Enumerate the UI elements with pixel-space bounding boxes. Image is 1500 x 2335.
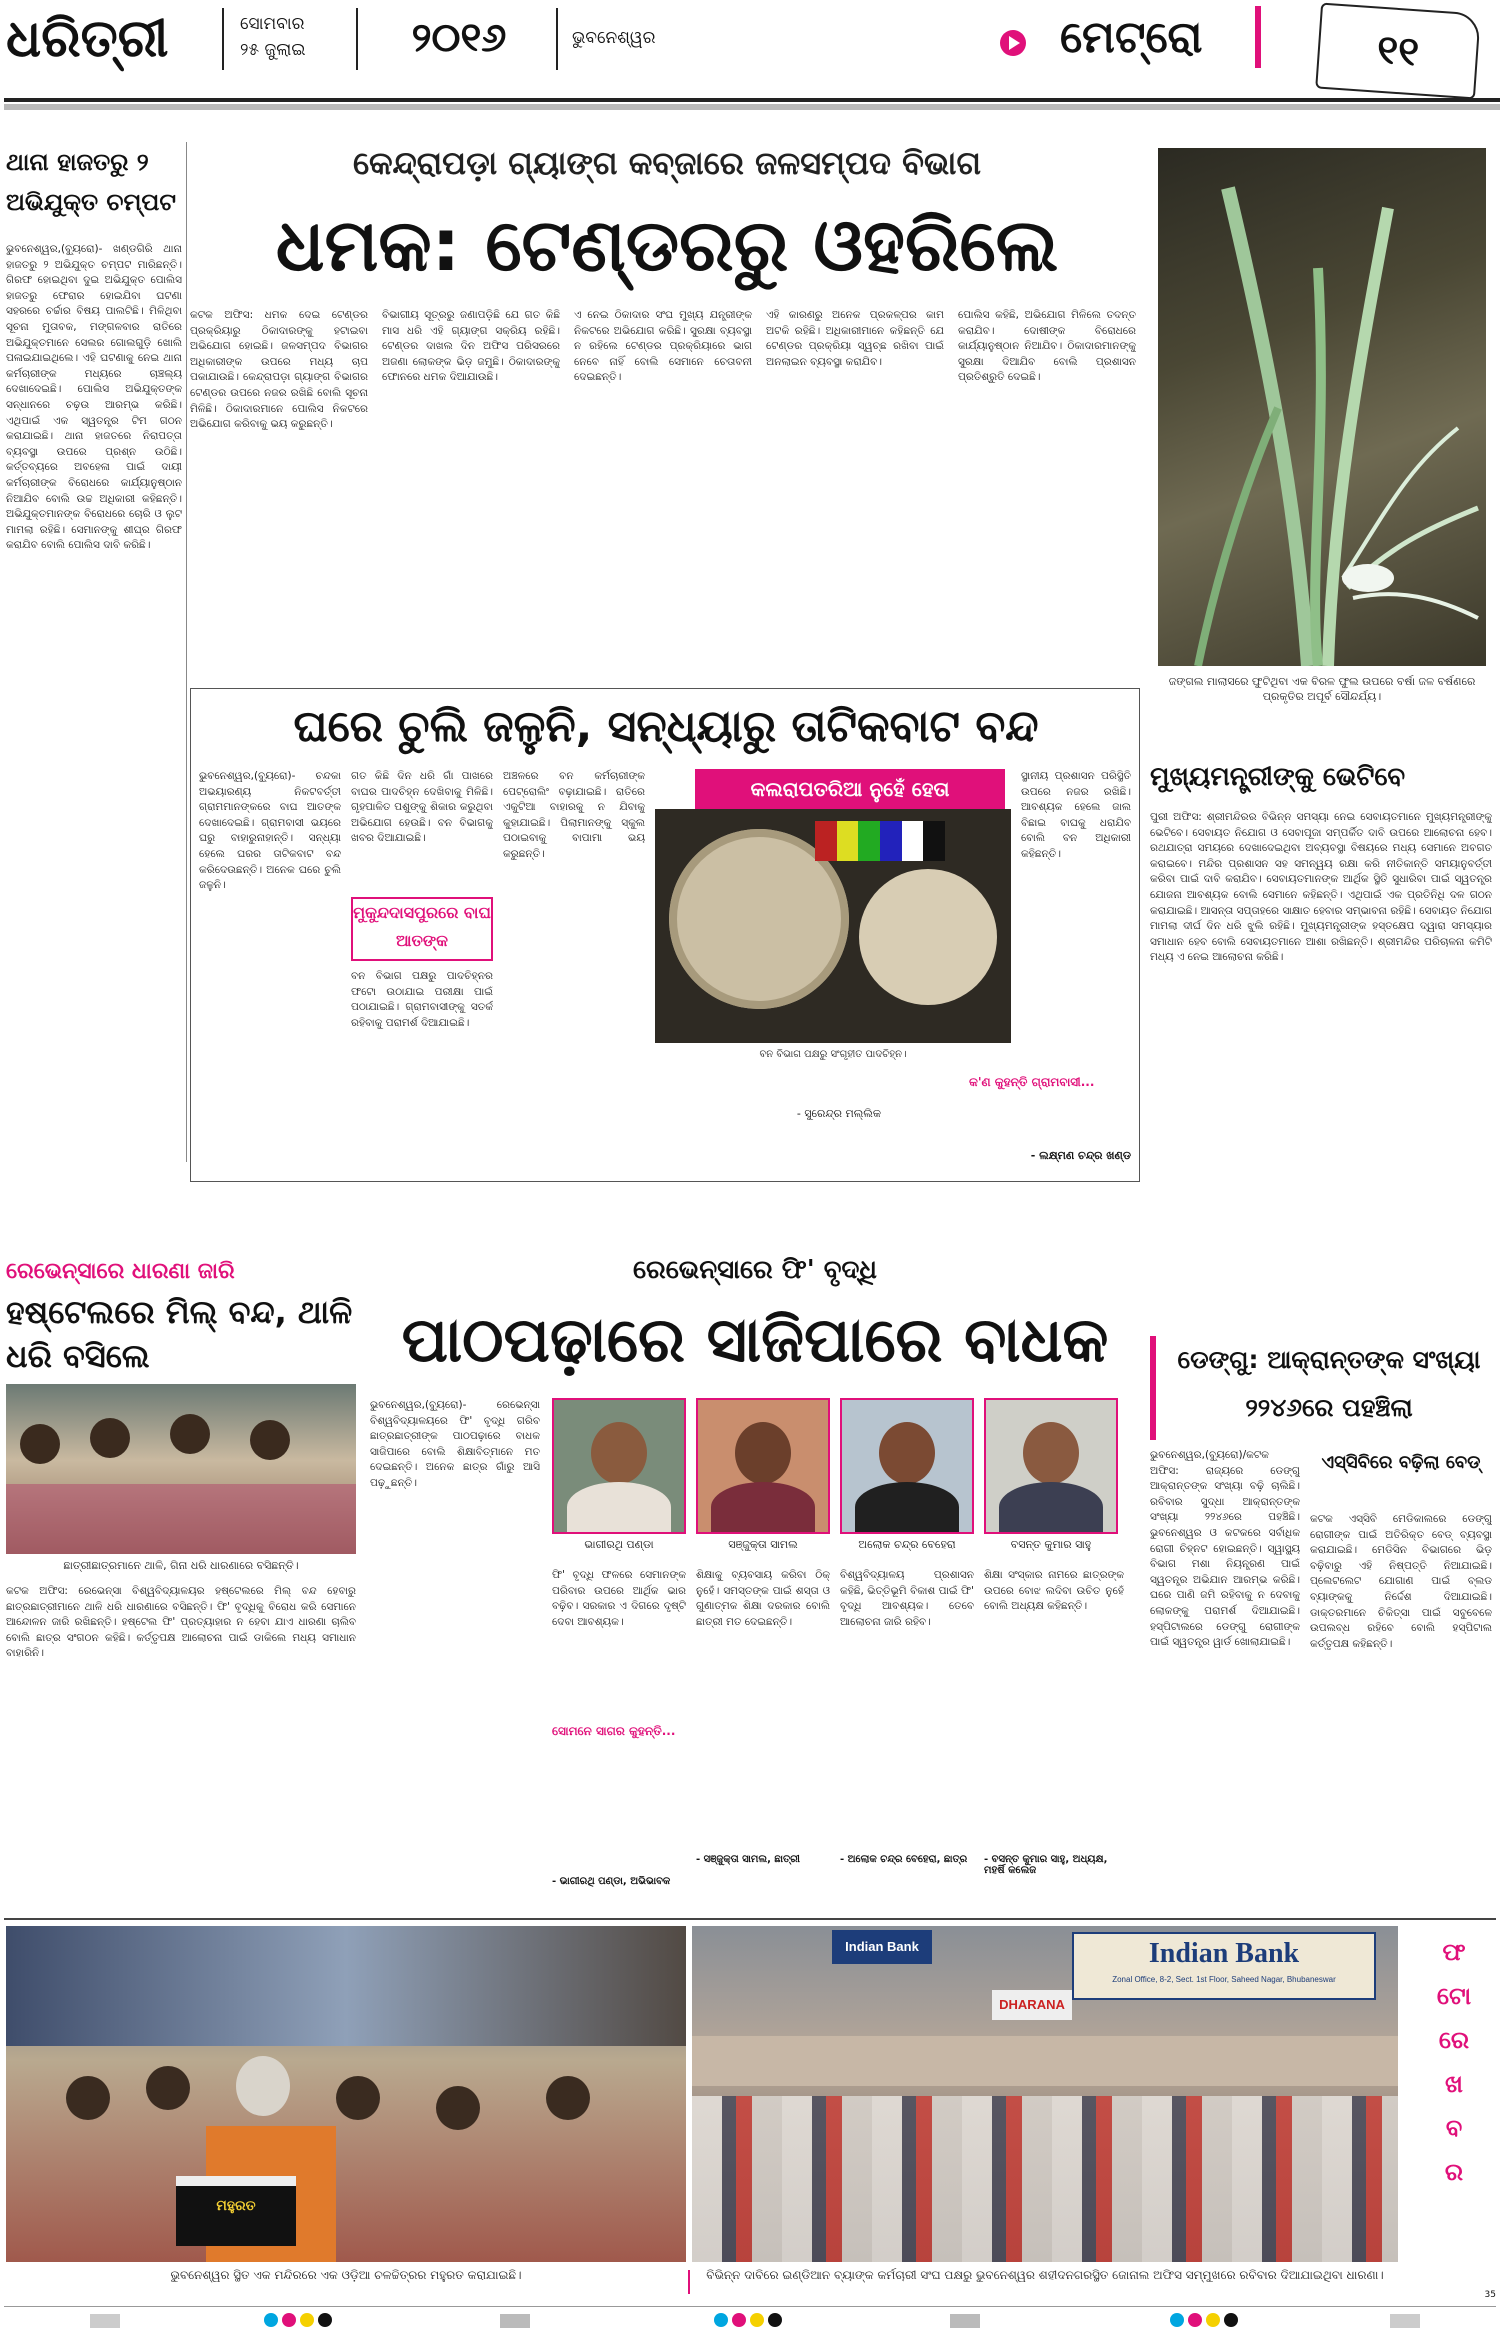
quote-byline-3: - ଅଲୋକ ଚନ୍ଦ୍ର ବେହେରା, ଛାତ୍ର <box>840 1854 968 1865</box>
left-story-headline: ଥାନା ହାଜତରୁ ୨ ଅଭିଯୁକ୍ତ ଚମ୍ପଟ <box>6 148 177 216</box>
second-col-4: ଅଞ୍ଚଳରେ ବନ କର୍ମଚାରୀଙ୍କ ପେଟ୍ରୋଲିଂ ବଢ଼ାଯାଇଛି। ରାତିରେ ଏକୁଟିଆ ବାହାରକୁ ନ ଯିବାକୁ କୁହାଯାଇଛି। ପିଲାମାନଙ୍କୁ ସ୍କୁଲ ପଠାଇବାକୁ ବାପାମା ଭୟ କରୁଛନ୍ତି। <box>503 770 645 860</box>
hostel-photo <box>6 1384 356 1554</box>
lead-story <box>190 140 1144 672</box>
dengue-story <box>1150 1336 1492 1906</box>
pugmark-photo-block <box>655 769 1131 1069</box>
photo-news-label-5: ବ <box>1445 2114 1463 2142</box>
person-photo <box>552 1398 686 1534</box>
pugmark-photo <box>655 809 1011 1043</box>
play-icon <box>1000 30 1026 56</box>
person-photo <box>984 1398 1118 1534</box>
lead-headline: ଧମକ: ଟେଣ୍ଡରରୁ ଓହରିଲେ <box>275 203 1059 287</box>
bank-sign-main <box>1072 1932 1376 2000</box>
fee-col-4: ବିଶ୍ୱବିଦ୍ୟାଳୟ ପ୍ରଶାସନ କହିଛି, ଭିତ୍ତିଭୂମି ବିକାଶ ପାଇଁ ଫି' ବୃଦ୍ଧି ଆବଶ୍ୟକ। ତେବେ ଆଲୋଚନା ଜାରି ରହିବ। <box>840 1569 974 1628</box>
photo-news-label-2: ଟୋ <box>1436 1982 1472 2010</box>
page-number: ୧୧ <box>1375 26 1421 76</box>
flower-photo-block <box>1152 142 1492 746</box>
pugmark-caption: ବନ ବିଭାଗ ପକ୍ଷରୁ ସଂଗୃହୀତ ପାଦଚିହ୍ନ। <box>759 1049 907 1060</box>
bank-sign-small-text: Indian Bank <box>845 1939 919 1954</box>
hostel-headline: ହଷ୍ଟେଲରେ ମିଲ୍ ବନ୍ଦ, ଥାଳି ଧରି ବସିଲେ <box>6 1293 353 1375</box>
divider <box>222 8 224 70</box>
lead-col-3: ଏ ନେଇ ଠିକାଦାର ସଂଘ ମୁଖ୍ୟ ଯନ୍ତ୍ରୀଙ୍କ ନିକଟରେ ଅଭିଯୋଗ କରିଛି। ସୁରକ୍ଷା ବ୍ୟବସ୍ଥା ନ ରହିଲେ ଟେଣ୍ଡର ପ୍ରକ୍ରିୟାରେ ଭାଗ ନେବେ ନାହିଁ ବୋଲି ସେମାନେ ଚେତାବନୀ ଦେଇଛନ୍ତି। <box>574 309 752 384</box>
second-col-2: ଗତ କିଛି ଦିନ ଧରି ଗାଁ ପାଖରେ ବାଘର ପାଦଚିହ୍ନ ଦେଖିବାକୁ ମିଳିଛି। ଗୃହପାଳିତ ପଶୁଙ୍କୁ ଶିକାର କରୁଥିବା ଅଭିଯୋଗ ହେଉଛି। ବନ ବିଭାଗକୁ ଖବର ଦିଆଯାଇଛି। <box>351 770 493 845</box>
footer-rule <box>4 2306 1496 2307</box>
lead-col-2: ବିଭାଗୀୟ ସୂତ୍ରରୁ ଜଣାପଡ଼ିଛି ଯେ ଗତ କିଛି ମାସ ଧରି ଏହି ଗ୍ୟାଙ୍ଗ ସକ୍ରିୟ ରହିଛି। ଟେଣ୍ଡର ଦାଖଲ ଦିନ ଅଫିସ ପରିସରରେ ଅଜଣା ଲୋକଙ୍କ ଭିଡ଼ ଜମୁଛି। ଠିକାଦାରଙ୍କୁ ଫୋନରେ ଧମକ ଦିଆଯାଉଛି। <box>382 309 560 384</box>
masthead-rule <box>4 98 1500 102</box>
flower-drawing <box>1158 148 1486 666</box>
lead-col-5: ପୋଲିସ କହିଛି, ଅଭିଯୋଗ ମିଳିଲେ ତଦନ୍ତ କରାଯିବ। ଦୋଷୀଙ୍କ ବିରୋଧରେ କାର୍ଯ୍ୟାନୁଷ୍ଠାନ ନିଆଯିବ। ଠିକାଦାରମାନଙ୍କୁ ସୁରକ୍ଷା ଦିଆଯିବ ବୋଲି ପ୍ରଶାସନ ପ୍ରତିଶ୍ରୁତି ଦେଇଛି। <box>958 309 1136 384</box>
left-story <box>6 142 182 1142</box>
registration-marks <box>0 2312 1500 2332</box>
divider <box>356 8 358 70</box>
person-name: ବସନ୍ତ କୁମାର ସାହୁ <box>1010 1538 1092 1551</box>
photo-news-label-4: ଖ <box>1445 2070 1463 2098</box>
page-number-tab <box>1315 3 1481 100</box>
person-name: ଅଲୋକ ଚନ୍ଦ୍ର ବେହେରା <box>858 1538 956 1551</box>
subhead-mukundadaspur <box>351 897 493 961</box>
masthead-logo: ଧରିତ୍ରୀ <box>6 8 169 69</box>
masthead-date: ୨୫ ଜୁଲାଇ <box>240 40 306 60</box>
fee-story <box>370 1250 1140 1910</box>
film-launch-photo <box>6 1926 686 2262</box>
fee-headline: ପାଠପଢ଼ାରେ ସାଜିପାରେ ବାଧକ <box>401 1303 1109 1376</box>
caption-divider <box>688 2270 690 2294</box>
dharana-banner <box>992 1990 1072 2020</box>
bank-sign-main-text: Indian Bank <box>1148 1938 1300 1969</box>
fee-person-2 <box>696 1398 830 1558</box>
cm-body: ପୁରୀ ଅଫିସ: ଶ୍ରୀମନ୍ଦିରର ବିଭିନ୍ନ ସମସ୍ୟା ନେଇ ସେବାୟତମାନେ ମୁଖ୍ୟମନ୍ତ୍ରୀଙ୍କୁ ଭେଟିବେ। ସେବାୟତ ନିଯୋଗ ଓ ସେବାପୂଜା ସମ୍ପର୍କିତ ଦାବି ଉପରେ ଆଲୋଚନା ହେବ। ରଥଯାତ୍ରା ସମୟରେ ଦେଖାଦେଇଥିବା ଅବ୍ୟବସ୍ଥା ବିଷୟରେ ମଧ୍ୟ ସେମାନେ ଅବଗତ କରାଇବେ। ମନ୍ଦିର ପ୍ରଶାସନ ସହ ସମନ୍ୱୟ ରକ୍ଷା କରି ନୀତିକାନ୍ତି ସମୟାନୁବର୍ତ୍ତୀ କରିବା ପାଇଁ ଦାବି କରାଯିବ। ସେବାୟତମାନଙ୍କ ଆର୍ଥିକ ସ୍ଥିତି ସୁଧାରିବା ପାଇଁ ସ୍ୱତନ୍ତ୍ର ଯୋଜନା ଆବଶ୍ୟକ ବୋଲି ସେମାନେ କହିଛନ୍ତି। ଏଥିପାଇଁ ଏକ ପ୍ରତିନିଧି ଦଳ ଗଠନ କରାଯାଇଛି। ଆସନ୍ତା ସପ୍ତାହରେ ସାକ୍ଷାତ ହେବାର ସମ୍ଭାବନା ରହିଛି। ସେବାୟତ ନିଯୋଗ ମାମଲା ଦୀର୍ଘ ଦିନ ଧରି ଝୁଲି ରହିଛି। ମୁଖ୍ୟମନ୍ତ୍ରୀଙ୍କ ହସ୍ତକ୍ଷେପ ଦ୍ୱାରା ସମସ୍ୟାର ସମାଧାନ ହେବ ବୋଲି ସେବାୟତମାନେ ଆଶା ରଖିଛନ୍ତି। ଶ୍ରୀମନ୍ଦିର ପରିଚାଳନା କମିଟି ମଧ୍ୟ ଏ ନେଇ ଆଲୋଚନା କରିଛି। <box>1150 811 1492 964</box>
subhead-mukundadaspur-text: ମୁକୁନ୍ଦଦାସପୁରରେ ବାଘ ଆତଙ୍କ <box>353 903 491 950</box>
hostel-body: କଟକ ଅଫିସ: ରେଭେନ୍ସା ବିଶ୍ୱବିଦ୍ୟାଳୟର ହଷ୍ଟେଲରେ ମିଲ୍ ବନ୍ଦ ହେବାରୁ ଛାତ୍ରଛାତ୍ରୀମାନେ ଥାଳି ଧରି ଧାରଣାରେ ବସିଛନ୍ତି। ଫି' ବୃଦ୍ଧିକୁ ବିରୋଧ କରି ସେମାନେ ଆନ୍ଦୋଳନ ଜାରି ରଖିଛନ୍ତି। ହଷ୍ଟେଲ ଫି' ପ୍ରତ୍ୟାହାର ନ ହେବା ଯାଏ ଧାରଣା ଚାଲିବ ବୋଲି ଛାତ୍ର ସଂଗଠନ କହିଛି। କର୍ତ୍ତୃପକ୍ଷ ଆଲୋଚନା ପାଇଁ ଡାକିଲେ ମଧ୍ୟ ସମାଧାନ ବାହାରିନି। <box>6 1585 356 1660</box>
flower-caption: ଜଙ୍ଗଲ ମାଲାସରେ ଫୁଟିଥିବା ଏକ ବିରଳ ଫୁଲ ଉପରେ ବର୍ଷା ଜଳ ବର୍ଷଣରେ ପ୍ରକୃତିର ଅପୂର୍ବ ସୌନ୍ଦର୍ଯ୍ୟ। <box>1168 675 1476 703</box>
person-photo <box>840 1398 974 1534</box>
hostel-story <box>6 1254 356 1906</box>
quote-byline-1: - ସଞ୍ଜୁକ୍ତା ସାମଲ, ଛାତ୍ରୀ <box>696 1854 800 1865</box>
dengue-subhead: ଏସ୍‌ସିବିରେ ବଢ଼ିଲା ବେଡ୍ <box>1321 1452 1481 1473</box>
dengue-body: ଭୁବନେଶ୍ୱର,(ବ୍ୟୁରୋ)/କଟକ ଅଫିସ: ରାଜ୍ୟରେ ଡେଙ୍ଗୁ ଆକ୍ରାନ୍ତଙ୍କ ସଂଖ୍ୟା ବଢ଼ି ଚାଲିଛି। ରବିବାର ସୁଦ୍ଧା ଆକ୍ରାନ୍ତଙ୍କ ସଂଖ୍ୟା ୨୨୪୬ରେ ପହଞ୍ଚିଛି। ଭୁବନେଶ୍ୱର ଓ କଟକରେ ସର୍ବାଧିକ ରୋଗୀ ଚିହ୍ନଟ ହୋଇଛନ୍ତି। ସ୍ୱାସ୍ଥ୍ୟ ବିଭାଗ ମଶା ନିୟନ୍ତ୍ରଣ ପାଇଁ ସ୍ୱତନ୍ତ୍ର ଅଭିଯାନ ଆରମ୍ଭ କରିଛି। ଘରେ ପାଣି ଜମି ରହିବାକୁ ନ ଦେବାକୁ ଲୋକଙ୍କୁ ପରାମର୍ଶ ଦିଆଯାଇଛି। ହସ୍ପିଟାଲରେ ଡେଙ୍ଗୁ ରୋଗୀଙ୍କ ପାଇଁ ସ୍ୱତନ୍ତ୍ର ୱାର୍ଡ ଖୋଲାଯାଇଛି। <box>1150 1449 1300 1649</box>
bank-caption: ବିଭିନ୍ନ ଦାବିରେ ଇଣ୍ଡିଆନ ବ୍ୟାଙ୍କ କର୍ମଚାରୀ ସଂଘ ପକ୍ଷରୁ ଭୁବନେଶ୍ୱର ଶହୀଦନଗରସ୍ଥିତ ଜୋନାଲ ଅଫିସ ସମ୍ମୁଖରେ ରବିବାର ଦିଆଯାଇଥିବା ଧାରଣା। <box>706 2268 1384 2282</box>
photo-strip-rule <box>4 1918 1496 1920</box>
photo-news-label-6: ର <box>1444 2158 1464 2186</box>
clapper-text: ମହୁରତ <box>216 2198 256 2214</box>
byline-1: - ସୁରେନ୍ଦ୍ର ମଲ୍ଲିକ <box>796 1107 881 1120</box>
second-col-3: ବନ ବିଭାଗ ପକ୍ଷରୁ ପାଦଚିହ୍ନର ଫଟୋ ଉଠାଯାଇ ପରୀକ୍ଷା ପାଇଁ ପଠାଯାଇଛି। ଗ୍ରାମବାସୀଙ୍କୁ ସତର୍କ ରହିବାକୁ ପରାମର୍ଶ ଦିଆଯାଇଛି। <box>351 970 493 1029</box>
quote-byline-4: - ବସନ୍ତ କୁମାର ସାହୁ, ଅଧ୍ୟକ୍ଷ, ମହର୍ଷି କଲେଜ <box>984 1854 1108 1876</box>
cm-headline: ମୁଖ୍ୟମନ୍ତ୍ରୀଙ୍କୁ ଭେଟିବେ <box>1150 762 1406 792</box>
dharana-text: DHARANA <box>999 1997 1065 2012</box>
byline-2: - ଲକ୍ଷ୍ମଣ ଚନ୍ଦ୍ର ଖଣ୍ଡ <box>1030 1149 1131 1162</box>
photo-badge-text: କଲରାପତରିଆ ନୁହେଁ ହେତା <box>750 777 950 801</box>
person-name: ଭାଗୀରଥି ପଣ୍ଡା <box>584 1538 654 1551</box>
second-headline: ଘରେ ଚୁଲି ଜଳୁନି, ସନ୍ଧ୍ୟାରୁ ତାଟିକବାଟ ବନ୍ଦ <box>293 701 1039 752</box>
hostel-kicker: ରେଭେନ୍ସାରେ ଧାରଣା ଜାରି <box>6 1259 235 1284</box>
masthead-year: ୨୦୧୬ <box>411 15 507 61</box>
photo-news-label <box>1412 1930 1496 2260</box>
masthead-rule-shadow <box>4 104 1500 110</box>
column-rule <box>186 142 187 1162</box>
photo-news-label-3: ରେ <box>1438 2026 1470 2054</box>
masthead-city: ଭୁବନେଶ୍ୱର <box>572 28 656 48</box>
divider <box>556 8 558 70</box>
dengue-headline-box <box>1150 1336 1492 1440</box>
fee-person-1 <box>552 1398 686 1558</box>
bank-dharana-photo <box>692 1926 1398 2262</box>
flower-photo <box>1158 148 1486 666</box>
person-name: ସଞ୍ଜୁକ୍ତା ସାମଲ <box>728 1538 798 1551</box>
photo-badge <box>695 769 1005 809</box>
second-col-5: ସ୍ଥାନୀୟ ପ୍ରଶାସନ ପରିସ୍ଥିତି ଉପରେ ନଜର ରଖିଛି। ଆବଶ୍ୟକ ହେଲେ ଜାଲ ବିଛାଇ ବାଘକୁ ଧରାଯିବ ବୋଲି ବନ ଅଧିକାରୀ କହିଛନ୍ତି। <box>1021 770 1131 860</box>
bank-sign-small <box>832 1930 932 1964</box>
second-col-1: ଭୁବନେଶ୍ୱର,(ବ୍ୟୁରୋ)- ଚନ୍ଦକା ଅଭୟାରଣ୍ୟ ନିକଟବର୍ତ୍ତୀ ଗ୍ରାମମାନଙ୍କରେ ବାଘ ଆତଙ୍କ ଦେଖାଦେଇଛି। ଗ୍ରାମବାସୀ ଭୟରେ ଘରୁ ବାହାରୁନାହାନ୍ତି। ସନ୍ଧ୍ୟା ହେଲେ ଘରର ତାଟିକବାଟ ବନ୍ଦ କରିଦେଉଛନ୍ତି। ଅନେକ ଘରେ ଚୁଲି ଜଳୁନି। <box>199 770 341 892</box>
section-bar <box>1255 6 1261 68</box>
masthead-day: ସୋମବାର <box>240 14 305 34</box>
lead-col-1: କଟକ ଅଫିସ: ଧମକ ଦେଇ ଟେଣ୍ଡର ପ୍ରକ୍ରିୟାରୁ ଠିକାଦାରଙ୍କୁ ହଟାଇବା ଅଭିଯୋଗ ହୋଇଛି। ଜଳସମ୍ପଦ ବିଭାଗର ଅଧିକାରୀଙ୍କ ଉପରେ ମଧ୍ୟ ଚାପ ପକାଯାଉଛି। କେନ୍ଦ୍ରାପଡ଼ା ଗ୍ୟାଙ୍ଗ ବିଭାଗର ଟେଣ୍ଡର ଉପରେ ନଜର ରଖିଛି ବୋଲି ସୂଚନା ମିଳିଛି। ଠିକାଦାରମାନେ ପୋଲିସ ନିକଟରେ ଅଭିଯୋଗ କରିବାକୁ ଭୟ କରୁଛନ୍ତି। <box>190 309 368 431</box>
clapper-board <box>176 2176 296 2246</box>
fee-col-5: ଶିକ୍ଷା ସଂସ୍କାର ନାମରେ ଛାତ୍ରଙ୍କ ଉପରେ ବୋଝ ଲଦିବା ଉଚିତ ନୁହେଁ ବୋଲି ଅଧ୍ୟକ୍ଷ କହିଛନ୍ତି। <box>984 1569 1124 1613</box>
fee-person-3 <box>840 1398 974 1558</box>
fee-subhead: ସୋମନେ ସାଗର କୁହନ୍ତି... <box>552 1724 676 1738</box>
masthead <box>0 0 1500 118</box>
fee-col-3: ଶିକ୍ଷାକୁ ବ୍ୟବସାୟ କରିବା ଠିକ୍ ନୁହେଁ। ସମସ୍ତଙ୍କ ପାଇଁ ଶସ୍ତା ଓ ଗୁଣାତ୍ମକ ଶିକ୍ଷା ଦରକାର ବୋଲି ଛାତ୍ରୀ ମତ ଦେଇଛନ୍ତି। <box>696 1569 830 1628</box>
subhead-villagers: କ'ଣ କୁହନ୍ତି ଗ୍ରାମବାସୀ... <box>969 1075 1095 1089</box>
person-photo <box>696 1398 830 1534</box>
print-number: 35 <box>1484 2290 1496 2300</box>
film-launch-caption: ଭୁବନେଶ୍ୱର ସ୍ଥିତ ଏକ ମନ୍ଦିରରେ ଏକ ଓଡ଼ିଆ ଚଳଚ୍ଚିତ୍ରର ମହୁରତ କରାଯାଇଛି। <box>170 2268 522 2282</box>
quote-byline-2: - ଭାଗୀରଥି ପଣ୍ଡା, ଅଭିଭାବକ <box>552 1876 671 1887</box>
dengue-body-2: କଟକ ଏସ୍‌ସିବି ମେଡିକାଲରେ ଡେଙ୍ଗୁ ରୋଗୀଙ୍କ ପାଇଁ ଅତିରିକ୍ତ ବେଡ୍ ବ୍ୟବସ୍ଥା କରାଯାଇଛି। ମେଡିସିନ ବିଭାଗରେ ଭିଡ଼ ବଢ଼ିବାରୁ ଏହି ନିଷ୍ପତ୍ତି ନିଆଯାଇଛି। ପ୍ଲେଟଲେଟ ଯୋଗାଣ ପାଇଁ ବ୍ଲଡ ବ୍ୟାଙ୍କକୁ ନିର୍ଦ୍ଦେଶ ଦିଆଯାଇଛି। ଡାକ୍ତରମାନେ ଚିକିତ୍ସା ପାଇଁ ସବୁବେଳେ ଉପଲବ୍ଧ ରହିବେ ବୋଲି ହସ୍ପିଟାଲ କର୍ତ୍ତୃପକ୍ଷ କହିଛନ୍ତି। <box>1310 1513 1492 1650</box>
section-title: ମେଟ୍ରୋ <box>1060 12 1203 63</box>
lead-col-4: ଏହି କାରଣରୁ ଅନେକ ପ୍ରକଳ୍ପର କାମ ଅଟକି ରହିଛି। ଅଧିକାରୀମାନେ କହିଛନ୍ତି ଯେ ଟେଣ୍ଡର ପ୍ରକ୍ରିୟା ସ୍ୱଚ୍ଛ ରଖିବା ପାଇଁ ଅନଲାଇନ ବ୍ୟବସ୍ଥା କରାଯିବ। <box>766 309 944 368</box>
lead-kicker: କେନ୍ଦ୍ରାପଡ଼ା ଗ୍ୟାଙ୍ଗ କବ୍‌ଜାରେ ଜଳସମ୍ପଦ ବିଭାଗ <box>352 144 982 182</box>
dengue-headline: ଡେଙ୍ଗୁ: ଆକ୍ରାନ୍ତଙ୍କ ସଂଖ୍ୟା ୨୨୪୬ରେ ପହଞ୍ଚିଲା <box>1177 1345 1481 1422</box>
second-story <box>190 688 1140 1182</box>
bank-sign-sub-text: Zonal Office, 8-2, Sect. 1st Floor, Saheed Nagar, Bhubaneswar <box>1112 1975 1336 1984</box>
fee-col-1: ଭୁବନେଶ୍ୱର,(ବ୍ୟୁରୋ)- ରେଭେନ୍ସା ବିଶ୍ୱବିଦ୍ୟାଳୟରେ ଫି' ବୃଦ୍ଧି ଗରିବ ଛାତ୍ରଛାତ୍ରୀଙ୍କ ପାଠପଢ଼ାରେ ବାଧକ ସାଜିପାରେ ବୋଲି ଶିକ୍ଷାବିତ୍ମାନେ ମତ ଦେଇଛନ୍ତି। ଅନେକ ଛାତ୍ର ଗାଁରୁ ଆସି ପଢ଼ୁଛନ୍ତି। <box>370 1399 540 1489</box>
photo-news-label-1: ଫ <box>1442 1938 1466 1966</box>
fee-person-4 <box>984 1398 1118 1558</box>
fee-kicker: ରେଭେନ୍ସାରେ ଫି' ବୃଦ୍ଧି <box>633 1255 877 1285</box>
cm-story <box>1150 752 1492 1292</box>
fee-col-2: ଫି' ବୃଦ୍ଧି ଫଳରେ ସେମାନଙ୍କ ପରିବାର ଉପରେ ଆର୍ଥିକ ଭାର ବଢ଼ିବ। ସରକାର ଏ ଦିଗରେ ଦୃଷ୍ଟି ଦେବା ଆବଶ୍ୟକ। <box>552 1569 686 1628</box>
left-story-body: ଭୁବନେଶ୍ୱର,(ବ୍ୟୁରୋ)- ଖଣ୍ଡଗିରି ଥାନା ହାଜତରୁ ୨ ଅଭିଯୁକ୍ତ ଚମ୍ପଟ ମାରିଛନ୍ତି। ଗିରଫ ହୋଇଥିବା ଦୁଇ ଅଭିଯୁକ୍ତ ପୋଲିସ ହାଜତରୁ ଫେରାର ହୋଇଯିବା ଘଟଣା ସହରରେ ଚର୍ଚ୍ଚାର ବିଷୟ ପାଲଟିଛି। ମିଳିଥିବା ସୂଚନା ମୁତାବକ, ମଙ୍ଗଳବାର ରାତିରେ ଅଭିଯୁକ୍ତମାନେ ସେଲର ଗୋଲଗୁଡ଼ି ଖୋଲି ପଳାଇଯାଇଥିଲେ। ଏହି ଘଟଣାକୁ ନେଇ ଥାନା କର୍ମଚାରୀଙ୍କ ମଧ୍ୟରେ ଚାଞ୍ଚଲ୍ୟ ଦେଖାଦେଇଛି। ପୋଲିସ ଅଭିଯୁକ୍ତଙ୍କ ସନ୍ଧାନରେ ଚଢ଼ଉ ଆରମ୍ଭ କରିଛି। ଏଥିପାଇଁ ଏକ ସ୍ୱତନ୍ତ୍ର ଟିମ ଗଠନ କରାଯାଇଛି। ଥାନା ହାଜତରେ ନିରାପତ୍ତା ବ୍ୟବସ୍ଥା ଉପରେ ପ୍ରଶ୍ନ ଉଠିଛି। କର୍ତ୍ତବ୍ୟରେ ଅବହେଳା ପାଇଁ ଦାୟୀ କର୍ମଚାରୀଙ୍କ ବିରୋଧରେ କାର୍ଯ୍ୟାନୁଷ୍ଠାନ ନିଆଯିବ ବୋଲି ଉଚ୍ଚ ଅଧିକାରୀ କହିଛନ୍ତି। ଅଭିଯୁକ୍ତମାନଙ୍କ ବିରୋଧରେ ଚୋରି ଓ ଲୁଟ ମାମଲା ରହିଛି। ସେମାନଙ୍କୁ ଶୀଘ୍ର ଗିରଫ କରାଯିବ ବୋଲି ପୋଲିସ ଦାବି କରିଛି। <box>6 243 182 552</box>
hostel-caption: ଛାତ୍ରୀଛାତ୍ରମାନେ ଥାଳି, ଗିନା ଧରି ଧାରଣାରେ ବସିଛନ୍ତି। <box>63 1559 299 1572</box>
